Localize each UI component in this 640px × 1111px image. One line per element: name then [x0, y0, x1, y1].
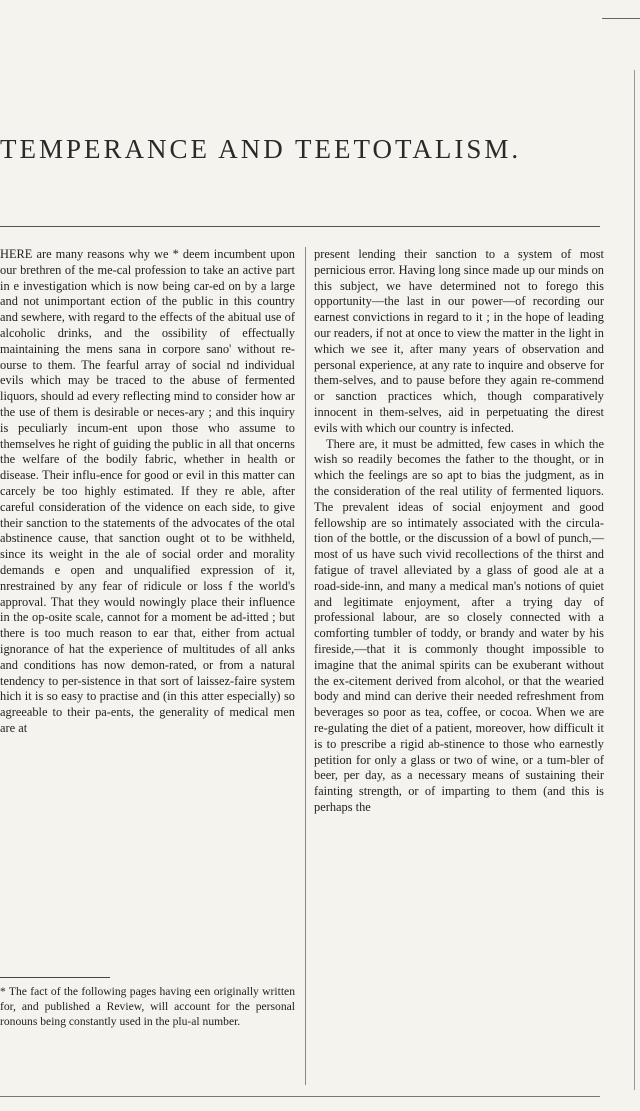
top-edge-rule	[602, 18, 640, 19]
header-rule	[0, 226, 600, 227]
page-edge-rule	[634, 70, 635, 1090]
footnote-rule	[0, 977, 110, 978]
column-divider	[305, 247, 306, 1085]
right-column-paragraph-1: present lending their sanction to a system of most pernicious error. Having long since made up our minds on this subject, we have determined not to forego this opportunity—the last in our power—of recording our earnest convictions in regard to it ; in the hope of leading our readers, if not at once to view the matter in the light in which we see it, after many years of observation and personal experience, at any rate to inquire and observe for them-selves, and to pause before they again re-commend or sanction practices which, though comparatively innocent in them-selves, aid in perpetuating the direst evils with which our country is infected.	[314, 247, 604, 435]
bottom-rule	[0, 1096, 600, 1097]
right-column-paragraph-2: There are, it must be admitted, few cases in which the wish so readily becomes the father to the thought, or in which the feelings are so apt to bias the judgment, as in the consideration of the real utility of fermented liquors. The prevalent ideas of social enjoyment and good fellowship are so intimately associated with the circula-tion of the bottle, or the discussion of a bowl of punch,—most of us have such vivid recollections of the thirst and fatigue of travel alleviated by a glass of good ale at a road-side-inn, and many a medical man's notions of quiet and legitimate enjoyment, after a trying day of professional labour, are so closely connected with a comforting tumbler of toddy, or brandy and water by his fireside,—that it is commonly thought impossible to imagine that the animal spirits can be exuberant without the ex-citement derived from alcohol, or that the wearied body and mind can derive their needed refreshment from beverages so poor as tea, coffee, or cocoa. When we are re-gulating the diet of a patient, moreover, how difficult it is to prescribe a rigid ab-stinence to those who earnestly petition for only a glass or two of wine, or a tum-bler of beer, per day, as a necessary means of sustaining their fainting strength, or of imparting to them (and this is perhaps the	[314, 436, 604, 814]
footnote: * The fact of the following pages having een originally written for, and published a Review, will account for the personal ronouns being constantly used in the plu-al number.	[0, 985, 295, 1028]
left-column	[0, 247, 295, 737]
right-column	[314, 247, 604, 816]
left-column-paragraph: HERE are many reasons why we * deem incumbent upon our brethren of the me-cal profession to take an active part in e investigation which is now being car-ed on by a large and not unimportant ection of the public in this country and sewhere, with regard to the effects of the abitual use of alcoholic drinks, and the ossibility of effectually maintaining the mens sana in corpore sano' without re-ourse to them. The fearful array of social nd individual evils which may be traced to the abuse of fermented liquors, should ad every reflecting mind to consider how ar the use of them is desirable or neces-ary ; and this inquiry is peculiarly incum-ent upon those who assume to themselves he right of guiding the public in all that oncerns the welfare of the bodily fabric, whether in health or disease. Their influ-ence for good or evil in this matter can carcely be too highly estimated. If they re able, after careful consideration of the vidence on each side, to give their sanction to the statements of the advocates of the otal abstinence cause, that sanction ought ot to be withheld, since its weight in the ale of social order and morality demands e open and unqualified expression of it, nrestrained by any fear of ridicule or loss f the world's approval. That they would nowingly place their influence in the op-osite scale, cannot for a moment be ad-itted ; but there is too much reason to ear that, either from actual ignorance of hat the experience of multitudes of all anks and conditions has now demon-rated, or from a natural tendency to per-sistence in that sort of laissez-faire system hich it is so easy to practise and (in this atter especially) so agreeable to their pa-ents, the generality of medical men are at	[0, 247, 295, 735]
running-head: TEMPERANCE AND TEETOTALISM.	[0, 134, 522, 164]
